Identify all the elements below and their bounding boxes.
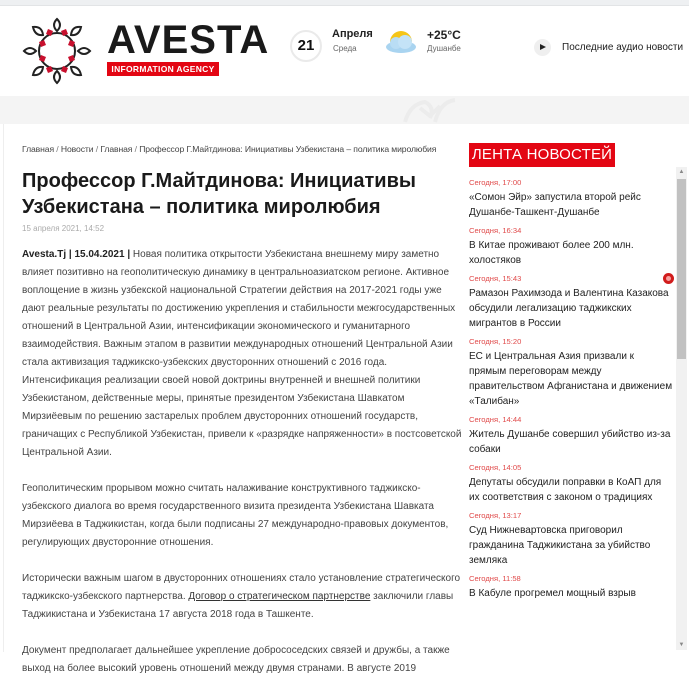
news-feed-item[interactable] — [469, 572, 674, 601]
article-published-date: 15 апреля 2021, 14:52 — [22, 224, 105, 233]
news-headline[interactable]: ЕС и Центральная Азия призвали к прямым переговорам между правительством Афганистана и движением «Талибан» — [469, 351, 673, 407]
news-time: Сегодня, 15:20 — [469, 337, 522, 346]
fire-icon — [663, 273, 674, 284]
logo-tagline: INFORMATION AGENCY — [107, 62, 219, 76]
news-headline[interactable]: В Кабуле прогремел мощный взрыв — [469, 588, 636, 599]
audio-news-link[interactable]: Последние аудио новости — [562, 42, 684, 53]
date-day-number: 21 — [290, 30, 322, 62]
paragraph-text: заключили главы Таджикистана и Узбекистана 17 августа 2018 года в Ташкенте. — [22, 591, 454, 620]
news-time: Сегодня, 14:05 — [469, 463, 522, 472]
news-headline[interactable]: Депутаты обсудили поправки в КоАП для их соответствия с законом о традициях — [469, 477, 662, 503]
logo-wordmark[interactable]: AVESTA — [107, 18, 270, 62]
news-time: Сегодня, 17:00 — [469, 178, 522, 187]
logo-emblem-icon[interactable] — [18, 15, 96, 87]
date-month: Апреля — [332, 28, 373, 40]
source-separator: | — [127, 249, 131, 260]
article-paragraph: Документ предполагает дальнейшее укрепление добрососедских связей и дружбы, а также выход на более высокий уровень отношений между двумя странами. В августе 2019 — [22, 645, 450, 674]
article-body — [22, 246, 462, 678]
breadcrumb: Главная / Новости / Главная / Профессор Г.Майтдинова: Инициативы Узбекистана – политика миролюбия — [22, 144, 437, 154]
article-paragraph — [22, 246, 462, 462]
news-time: Сегодня, 11:58 — [469, 574, 521, 583]
scroll-down-arrow-icon[interactable]: ▼ — [678, 642, 685, 648]
news-headline[interactable]: В Китае проживают более 200 млн. холостяков — [469, 240, 634, 266]
play-icon[interactable] — [534, 39, 551, 56]
article-paragraph — [22, 570, 462, 624]
site-header — [0, 6, 689, 96]
news-headline[interactable]: Рамазон Рахимзода и Валентина Казакова обсудили легализацию таджикских мигрантов в России — [469, 288, 669, 329]
treaty-link[interactable]: Договор о стратегическом партнерстве — [188, 591, 371, 602]
article-title: Профессор Г.Майтдинова: Инициативы Узбекистана – политика миролюбия — [22, 170, 416, 218]
paragraph-text: Исторически важным шагом в двусторонних отношениях стало установление стратегического таджикско-узбекского партнерства. — [22, 573, 461, 602]
news-time: Сегодня, 14:44 — [469, 415, 522, 424]
weather-city: Душанбе — [427, 44, 461, 53]
news-feed-list — [469, 176, 674, 605]
scroll-up-arrow-icon[interactable]: ▲ — [678, 169, 685, 175]
news-feed-item[interactable] — [469, 335, 674, 409]
news-headline[interactable]: «Сомон Эйр» запустила второй рейс Душанбе-Ташкент-Душанбе — [469, 192, 641, 218]
article-paragraph: Геополитическим прорывом можно считать налаживание конструктивного таджикско-узбекского диалога во время государственного визита президента Узбекистана Шавката Мирзиёева в Таджикистан, когда были подписаны 27 международно-правовых документов, регулирующих двусторонние отношения. — [22, 483, 449, 548]
news-feed-item[interactable] — [469, 176, 674, 220]
news-time: Сегодня, 15:43 — [469, 274, 522, 283]
news-feed-item[interactable] — [469, 272, 674, 331]
source-separator: | — [68, 249, 72, 260]
news-feed-item[interactable] — [469, 413, 674, 457]
news-headline[interactable]: Суд Нижневартовска приговорил гражданина Таджикистана за убийство земляка — [469, 525, 651, 566]
news-feed-item[interactable] — [469, 461, 674, 505]
news-time-row — [469, 272, 674, 285]
date-weekday: Среда — [333, 44, 357, 53]
weather-temperature: +25°C — [427, 28, 461, 42]
news-feed-scrollbar[interactable] — [676, 167, 687, 650]
breadcrumb-home[interactable]: Главная — [22, 144, 55, 154]
breadcrumb-current: Профессор Г.Майтдинова: Инициативы Узбекистана – политика миролюбия — [139, 144, 437, 154]
header-band — [0, 96, 689, 124]
news-time: Сегодня, 13:17 — [469, 511, 522, 520]
breadcrumb-main[interactable]: Главная — [100, 144, 133, 154]
article-source: Avesta.Tj — [22, 249, 67, 260]
news-feed-item[interactable] — [469, 224, 674, 268]
watermark-ornament-icon — [300, 96, 470, 124]
news-headline[interactable]: Житель Душанбе совершил убийство из-за собаки — [469, 429, 671, 455]
article-source-date: 15.04.2021 — [74, 249, 125, 260]
news-feed-heading: ЛЕНТА НОВОСТЕЙ — [469, 143, 615, 167]
news-time: Сегодня, 16:34 — [469, 226, 522, 235]
scrollbar-thumb[interactable] — [677, 179, 686, 359]
news-feed-item[interactable] — [469, 509, 674, 568]
breadcrumb-news[interactable]: Новости — [60, 144, 94, 154]
partly-cloudy-icon — [384, 26, 418, 56]
paragraph-text: Новая политика открытости Узбекистана внешнему миру заметно влияет позитивно на геополитическую динамику в центральноазиатском регионе. Активное воплощение в жизнь узбекской национальной Стратегии действия на 2017-2021 годы уже дают реальные результаты по достижению укрепления и стабильности межгосударственных отношений в Центральной Азии, интенсификации экономического и гуманитарного взаимодействия. Важным этапом в развитии международных отношений Центральной Азии стала активизация таджикско-узбекских двусторонних отношений с 2016 года. Интенсификация реализации своей новой доктрины внутренней и внешней политики Узбекистаном, действенные меры, принятые президентом Узбекистана Шавкатом Мирзиёевым по решению застарелых проблем двусторонних отношений государств, граничащих с Республикой Узбекистан, привели к «разрядке напряженности» в постсоветской Центральной Азии. — [22, 249, 462, 458]
